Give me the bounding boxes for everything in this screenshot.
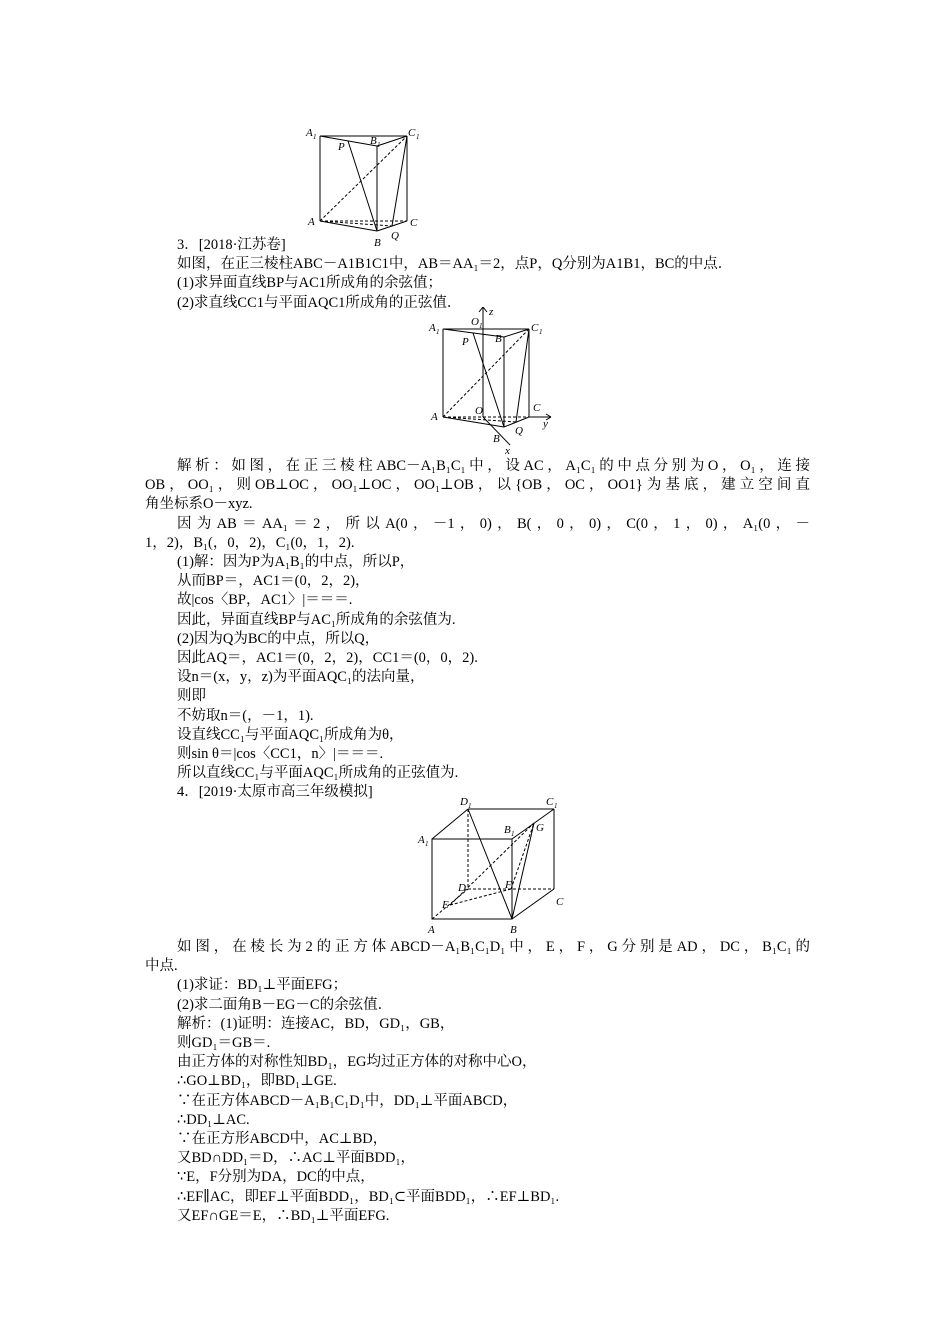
solution-line: ∵在正方形ABCD中，AC⊥BD， <box>177 1131 388 1148</box>
figure-prism-1 <box>300 122 430 252</box>
solution-line: 角坐标系O－xyz. <box>145 496 253 513</box>
label-P: P <box>462 336 469 348</box>
label-A1-sub: 1 <box>436 328 440 336</box>
problem-4-part-1: (1)求证：BD₁⊥平面EFG； <box>177 977 348 994</box>
label-B1: B <box>504 824 511 836</box>
solution-line: ∵在正方体ABCD－A₁B₁C₁D₁中，DD₁⊥平面ABCD， <box>177 1092 518 1109</box>
solution-line: 故|cos〈BP，AC1〉|＝＝＝. <box>177 592 353 609</box>
label-B1: B <box>370 135 377 147</box>
solution-3 <box>145 457 810 803</box>
label-C1: C <box>546 796 554 808</box>
solution-line: 由正方体的对称性知BD₁，EG均过正方体的对称中心O， <box>177 1054 537 1071</box>
label-A1: A <box>429 322 436 334</box>
solution-line: 从而BP＝，AC1＝(0，2，2)， <box>177 573 370 590</box>
label-C: C <box>533 402 541 414</box>
solution-line: ∴DD₁⊥AC. <box>177 1111 250 1128</box>
solution-line: 则GD₁＝GB＝. <box>177 1035 271 1052</box>
solution-line: 所以直线CC₁与平面AQC₁所成角的正弦值为. <box>177 765 459 782</box>
label-C1: C <box>408 127 416 139</box>
label-D1-sub: 1 <box>468 802 472 810</box>
label-C1-sub: 1 <box>416 133 420 141</box>
label-G: G <box>536 822 544 834</box>
label-P: P <box>338 141 345 153</box>
problem-3-part-2: (2)求直线CC1与平面AQC1所成角的正弦值． <box>177 294 462 311</box>
label-C1-sub: 1 <box>539 328 543 336</box>
label-B: B <box>374 237 381 249</box>
label-A1: A <box>418 834 425 846</box>
solution-line: 设n＝(x，y，z)为平面AQC₁的法向量， <box>177 669 425 686</box>
label-A1: A <box>306 127 313 139</box>
figure-prism-2 <box>425 307 565 457</box>
solution-line: ∴EF∥AC，即EF⊥平面BDD₁，BD₁⊂平面BDD₁，∴EF⊥BD₁. <box>177 1188 560 1205</box>
solution-line: 因为AB＝AA₁＝2，所以A(0，－1，0)，B(，0，0)，C(0，1，0)，A₁(0，－ <box>177 515 810 532</box>
label-C1-sub: 1 <box>554 802 558 810</box>
solution-line: 设直线CC₁与平面AQC₁所成角为θ， <box>177 726 404 743</box>
label-O: O <box>475 405 483 417</box>
label-A: A <box>431 411 438 423</box>
problem-3 <box>145 236 810 313</box>
label-D: D <box>458 882 466 894</box>
figure-cube <box>412 795 572 937</box>
label-x-axis: x <box>505 445 510 457</box>
problem-4-header: 4．[2019·太原市高三年级模拟] <box>177 784 373 801</box>
solution-line: (2)因为Q为BC的中点，所以Q， <box>177 630 380 647</box>
solution-line: (1)解：因为P为A₁B₁的中点，所以P， <box>177 554 415 571</box>
problem-3-header: 3．[2018·江苏卷] <box>177 237 286 253</box>
label-B: B <box>510 924 517 936</box>
solution-line: OB，OO₁，则OB⊥OC，OO₁⊥OC，OO₁⊥OB，以{OB，OC，OO1}为基底，建立空间直 <box>145 477 810 494</box>
solution-line: 解析：(1)证明：连接AC，BD，GD₁，GB， <box>177 1015 455 1032</box>
solution-line: ∴GO⊥BD₁，即BD₁⊥GE. <box>177 1073 337 1090</box>
solution-line: 则即 <box>177 688 206 705</box>
label-B1: B <box>495 333 502 345</box>
solution-line: 因此AQ＝，AC1＝(0，2，2)，CC1＝(0，0，2). <box>177 650 478 667</box>
label-B: B <box>493 433 500 445</box>
label-Q: Q <box>515 425 523 437</box>
label-A: A <box>428 924 435 936</box>
label-y-axis: y <box>543 418 548 430</box>
label-D1: D <box>460 796 468 808</box>
solution-line: 又BD∩DD₁＝D，∴AC⊥平面BDD₁， <box>177 1150 416 1167</box>
problem-4-part-2: (2)求二面角B－EG－C的余弦值． <box>177 996 393 1013</box>
label-A: A <box>308 216 315 228</box>
solution-line: 不妨取n＝(，－1，1). <box>177 707 314 724</box>
problem-3-statement: 如图，在正三棱柱ABC－A1B1C1中，AB＝AA₁＝2，点P，Q分别为A1B1，BC的中点． <box>177 256 733 273</box>
problem-4 <box>145 938 810 1226</box>
label-z-axis: z <box>489 307 494 318</box>
solution-line: 则sin θ＝|cos〈CC1，n〉|＝＝＝. <box>177 746 384 763</box>
label-A1-sub: 1 <box>313 133 317 141</box>
label-F: F <box>505 879 512 891</box>
label-E: E <box>442 899 449 911</box>
label-O1-sub: 1 <box>479 322 483 330</box>
solution-line: 1，2)，B₁(，0，2)，C₁(0，1，2). <box>145 534 355 551</box>
problem-4-statement-cont: 中点. <box>145 958 178 975</box>
label-A1-sub: 1 <box>425 840 429 848</box>
problem-4-statement: 如图，在棱长为2的正方体ABCD－A₁B₁C₁D₁中，E，F，G分别是AD，DC，B₁C₁的 <box>177 939 810 955</box>
solution-line: 又EF∩GE＝E，∴BD₁⊥平面EFG. <box>177 1207 390 1224</box>
solution-line: 因此，异面直线BP与AC₁所成角的余弦值为. <box>177 611 456 628</box>
solution-line: 解析：如图，在正三棱柱ABC－A₁B₁C₁中，设AC，A₁C₁的中点分别为O，O₁，连接 <box>177 458 810 474</box>
label-B1-sub: 1 <box>377 141 381 149</box>
solution-line: ∵E，F分别为DA，DC的中点， <box>177 1169 375 1186</box>
label-C1: C <box>531 322 539 334</box>
label-B1-sub: 1 <box>511 830 515 838</box>
label-O1: O <box>471 316 479 328</box>
label-C: C <box>556 896 564 908</box>
problem-3-part-1: (1)求异面直线BP与AC1所成角的余弦值； <box>177 275 443 292</box>
label-C: C <box>410 217 418 229</box>
label-Q: Q <box>391 230 399 242</box>
